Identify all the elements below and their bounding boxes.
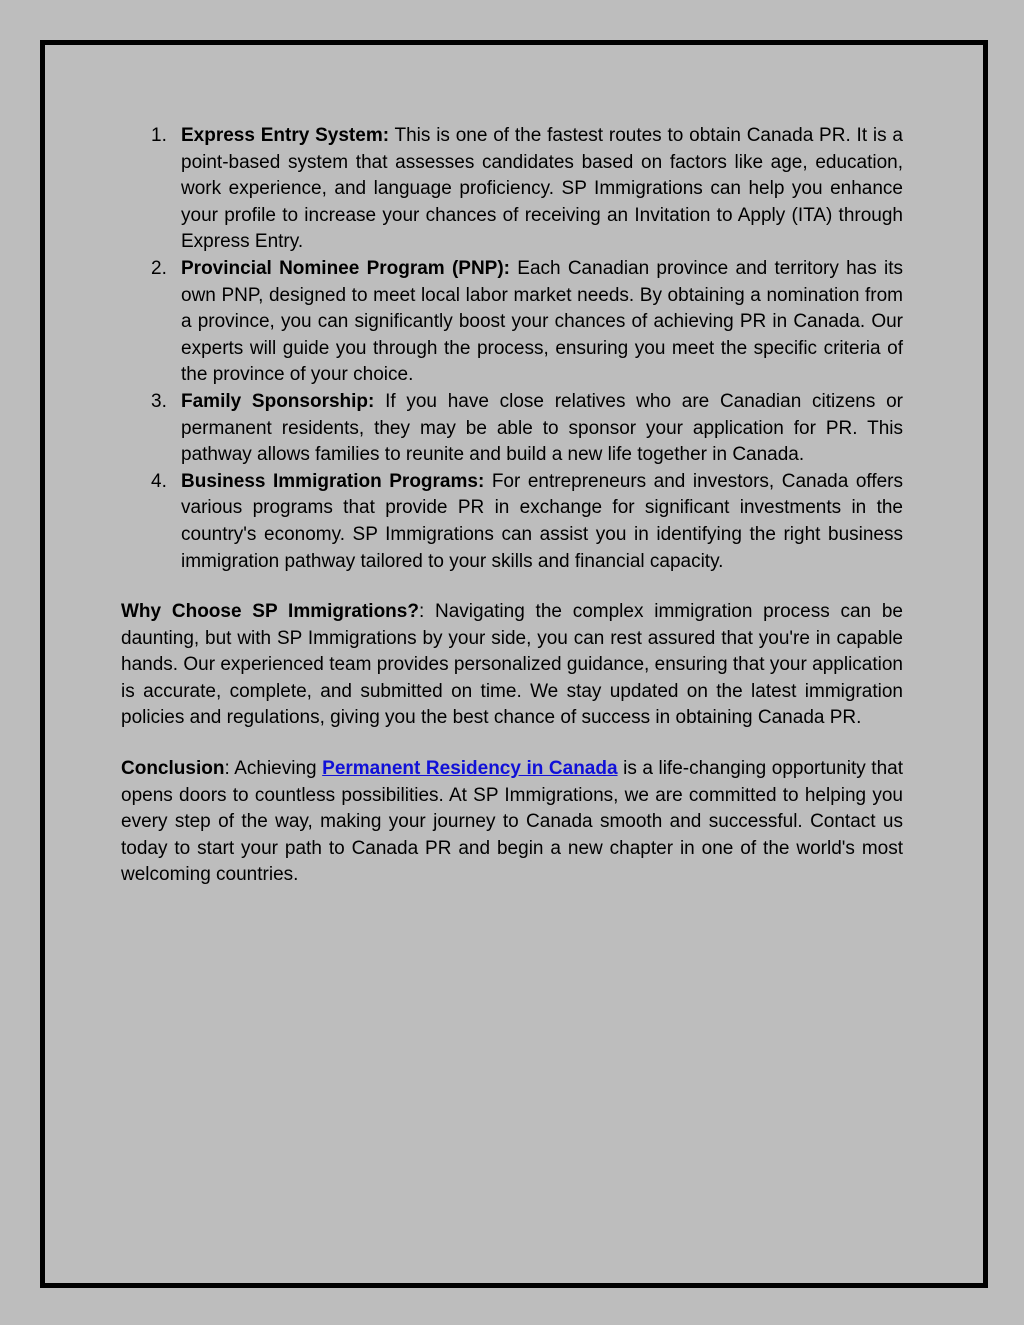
- why-choose-paragraph: [121, 599, 903, 732]
- list-item-text: For entrepreneurs and investors, Canada offers various programs that provide PR in exchange for significant investments in the country's economy. SP Immigrations can assist you in identifying the right business immigration pathway tailored to your skills and financial capacity.: [181, 470, 903, 572]
- why-choose-heading: Why Choose SP Immigrations?: [121, 601, 419, 623]
- list-number: 3.: [151, 390, 167, 412]
- list-item-title: Family Sponsorship:: [181, 390, 375, 412]
- list-item-text: This is one of the fastest routes to obtain Canada PR. It is a point-based system that assesses candidates based on factors like age, education, work experience, and language proficiency. SP Immigrations can help you enhance your profile to increase your chances of receiving an Invitation to Apply (ITA) through Express Entry.: [181, 125, 903, 253]
- conclusion-heading: Conclusion: [121, 758, 225, 780]
- list-item-text: Each Canadian province and territory has its own PNP, designed to meet local labor market needs. By obtaining a nomination from a province, you can significantly boost your chances of achieving PR in Canada. Our experts will guide you through the process, ensuring you meet the specific criteria of the province of your choice.: [181, 257, 903, 386]
- conclusion-paragraph: [121, 756, 903, 889]
- list-item: [151, 469, 903, 575]
- list-item-text: If you have close relatives who are Canadian citizens or permanent residents, they may be able to sponsor your application for PR. This pathway allows families to reunite and build a new life together in Canada.: [181, 390, 903, 466]
- list-item-title: Express Entry System:: [181, 125, 390, 146]
- pr-pathways-list: [121, 123, 903, 575]
- document-body: [121, 123, 903, 889]
- conclusion-text: is a life-changing opportunity that opens doors to countless possibilities. At SP Immigrations, we are committed to helping you every step of the way, making your journey to Canada smooth and successful. Contact us today to start your path to Canada PR and begin a new chapter in one of the world's most welcoming countries.: [121, 758, 904, 886]
- why-choose-text: : Navigating the complex immigration process can be daunting, but with SP Immigrations by your side, you can rest assured that you're in capable hands. Our experienced team provides personalized guidance, ensuring that your application is accurate, complete, and submitted on time. We stay updated on the latest immigration policies and regulations, giving you the best chance of success in obtaining Canada PR.: [121, 601, 903, 729]
- list-item: [151, 256, 903, 389]
- list-item-title: Business Immigration Programs:: [181, 470, 485, 492]
- list-number: 1.: [151, 125, 167, 146]
- permanent-residency-link[interactable]: Permanent Residency in Canada: [322, 758, 618, 780]
- list-item-title: Provincial Nominee Program (PNP):: [181, 257, 511, 279]
- list-item: [151, 123, 903, 256]
- conclusion-intro-text: : Achieving: [224, 758, 323, 780]
- list-number: 4.: [151, 470, 167, 492]
- list-number: 2.: [151, 257, 167, 279]
- page-frame: [40, 40, 988, 1288]
- list-item: [151, 389, 903, 469]
